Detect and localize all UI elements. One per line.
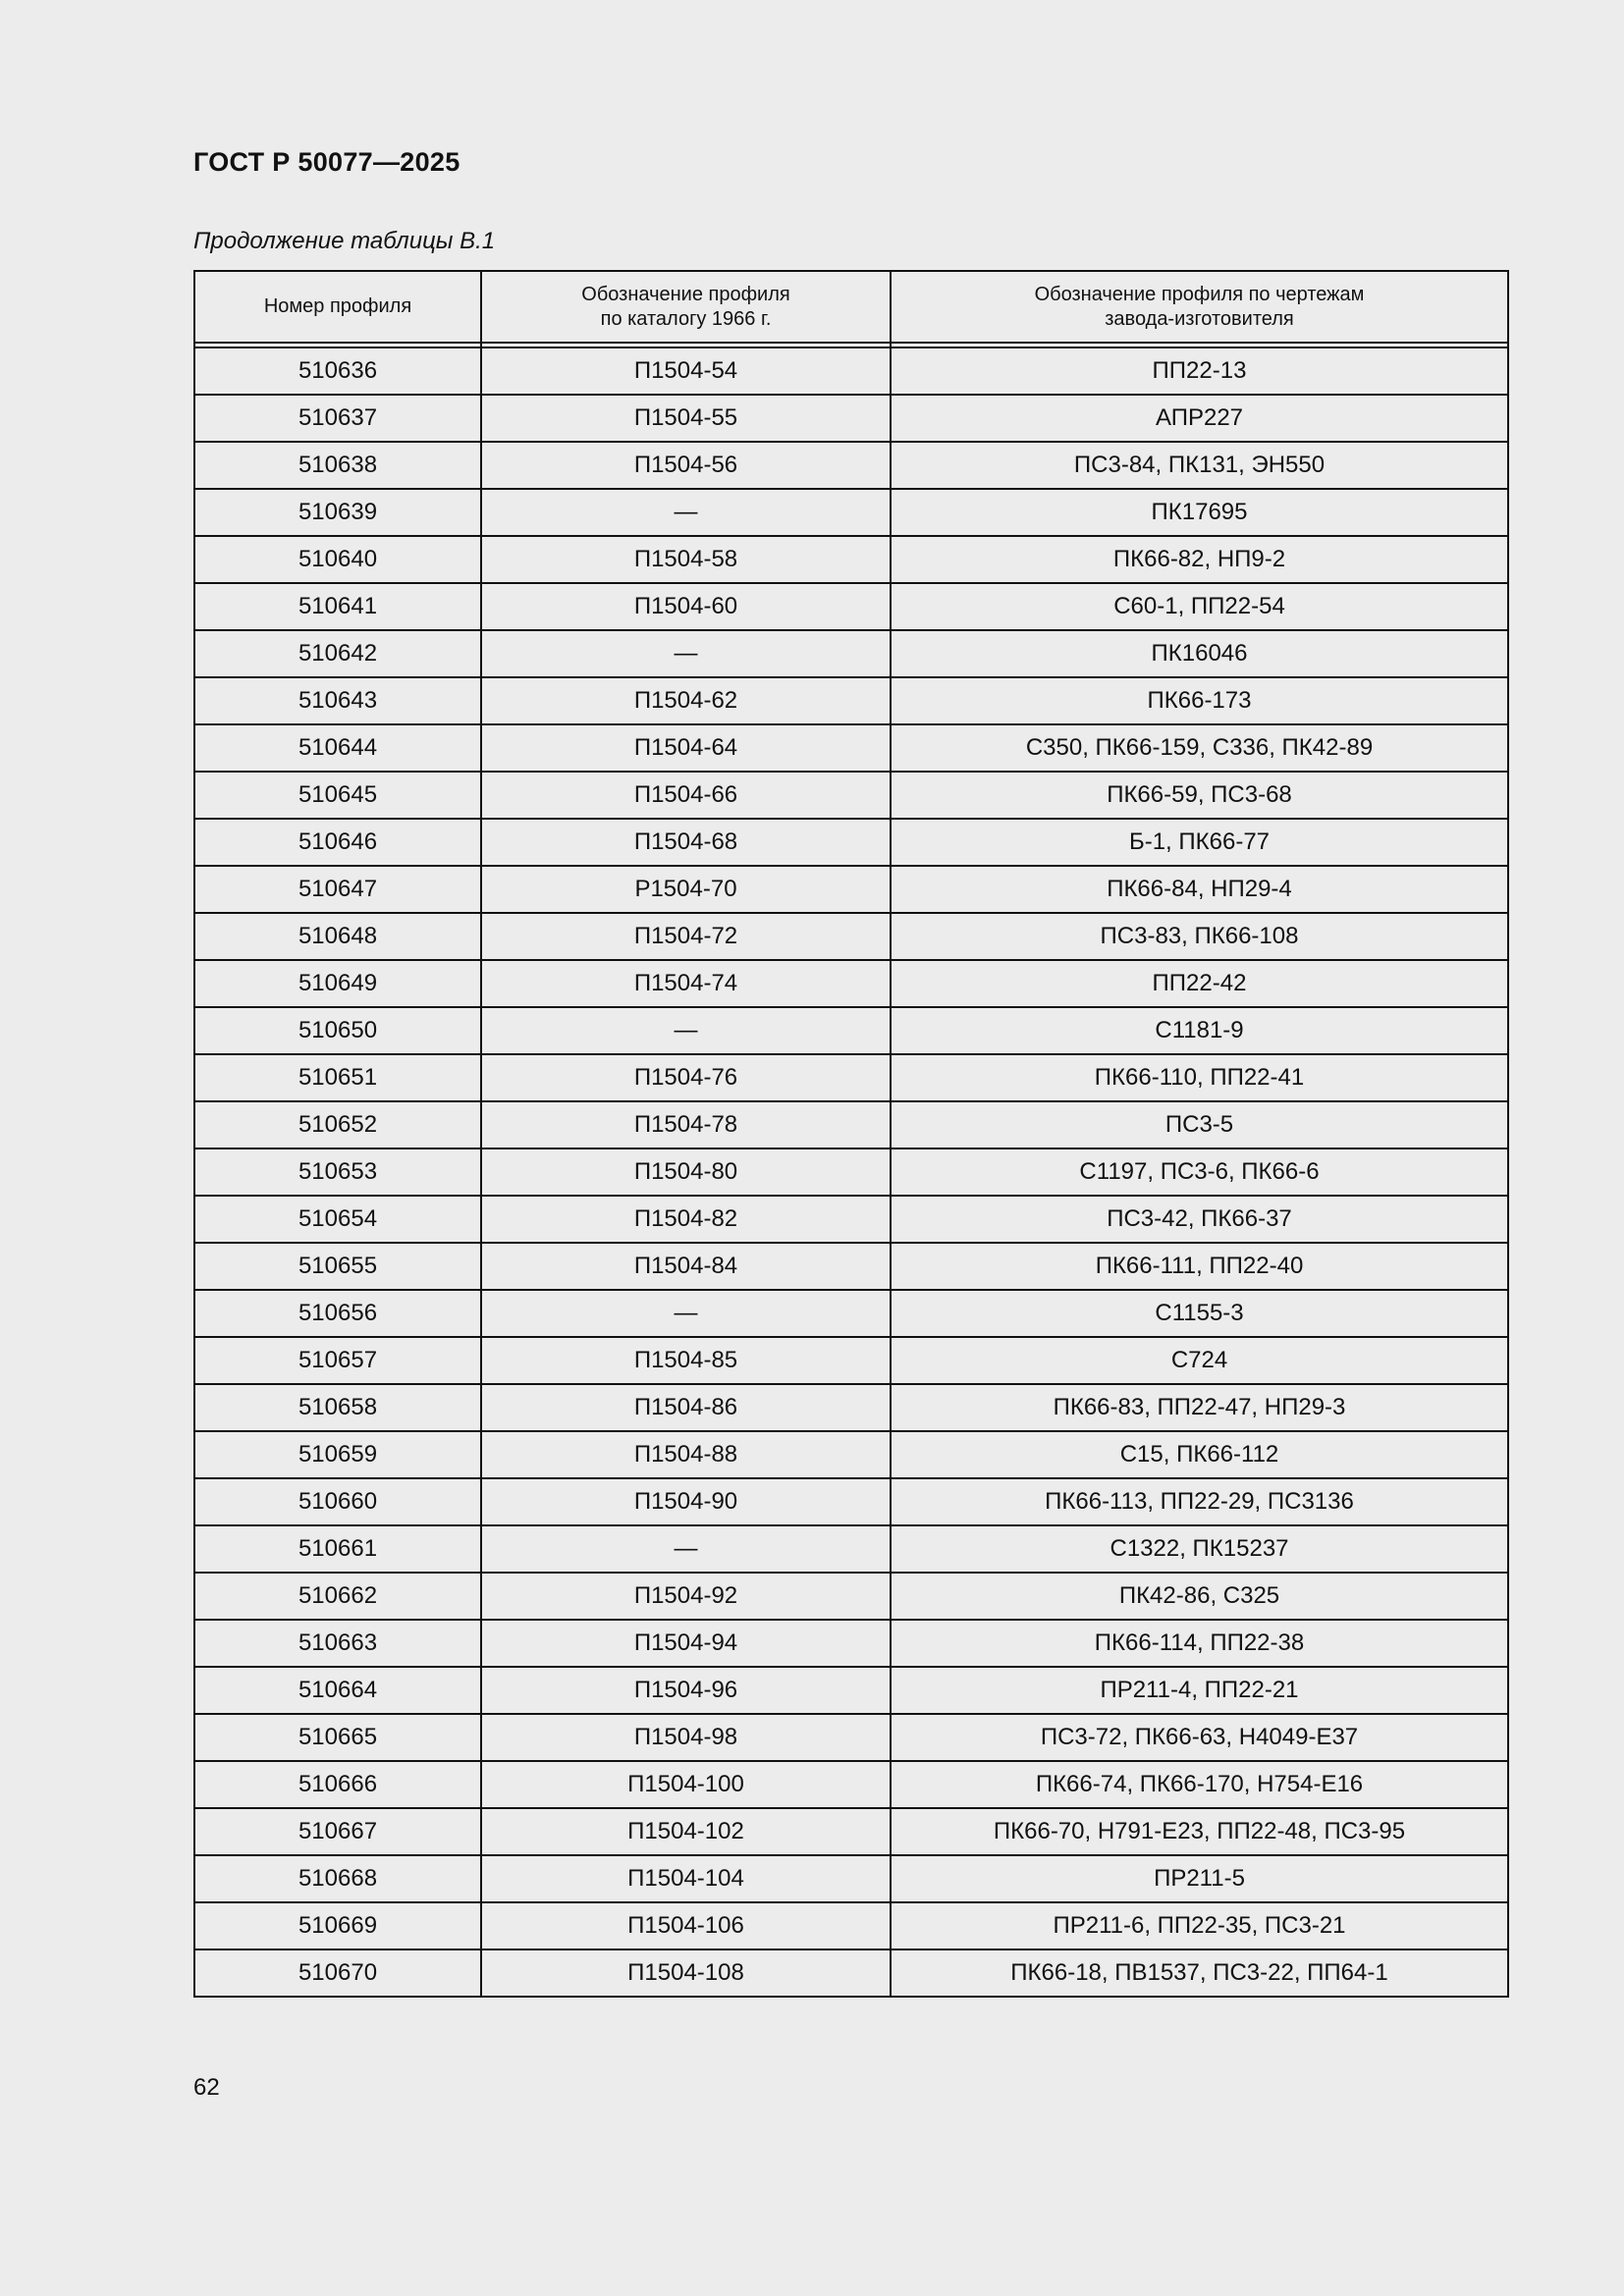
cell-profile-number: 510641 <box>194 583 481 630</box>
table-row <box>194 1148 1508 1196</box>
cell-factory-designation: ПС3-84, ПК131, ЭН550 <box>891 442 1508 489</box>
cell-factory-designation: ПС3-5 <box>891 1101 1508 1148</box>
cell-profile-number: 510654 <box>194 1196 481 1243</box>
table-row <box>194 1808 1508 1855</box>
cell-profile-number: 510643 <box>194 677 481 724</box>
cell-factory-designation: ПС3-72, ПК66-63, Н4049-Е37 <box>891 1714 1508 1761</box>
table-row <box>194 724 1508 772</box>
cell-profile-number: 510651 <box>194 1054 481 1101</box>
cell-catalog-designation: П1504-106 <box>481 1902 891 1949</box>
table-row <box>194 1761 1508 1808</box>
cell-factory-designation: С1322, ПК15237 <box>891 1525 1508 1573</box>
cell-catalog-designation: — <box>481 1290 891 1337</box>
cell-profile-number: 510666 <box>194 1761 481 1808</box>
cell-factory-designation: ПК66-114, ПП22-38 <box>891 1620 1508 1667</box>
cell-factory-designation: ПК66-70, Н791-Е23, ПП22-48, ПС3-95 <box>891 1808 1508 1855</box>
cell-profile-number: 510650 <box>194 1007 481 1054</box>
table-row <box>194 536 1508 583</box>
cell-profile-number: 510636 <box>194 347 481 395</box>
cell-catalog-designation: П1504-100 <box>481 1761 891 1808</box>
table-row <box>194 866 1508 913</box>
cell-factory-designation: ПР211-6, ПП22-35, ПС3-21 <box>891 1902 1508 1949</box>
cell-factory-designation: С60-1, ПП22-54 <box>891 583 1508 630</box>
cell-catalog-designation: Р1504-70 <box>481 866 891 913</box>
cell-profile-number: 510640 <box>194 536 481 583</box>
table-row <box>194 819 1508 866</box>
cell-factory-designation: ПК66-74, ПК66-170, Н754-Е16 <box>891 1761 1508 1808</box>
cell-profile-number: 510658 <box>194 1384 481 1431</box>
cell-profile-number: 510659 <box>194 1431 481 1478</box>
table-row <box>194 630 1508 677</box>
table-row <box>194 347 1508 395</box>
cell-catalog-designation: П1504-76 <box>481 1054 891 1101</box>
cell-profile-number: 510637 <box>194 395 481 442</box>
cell-factory-designation: ПК66-111, ПП22-40 <box>891 1243 1508 1290</box>
cell-factory-designation: ПР211-5 <box>891 1855 1508 1902</box>
table-row <box>194 1620 1508 1667</box>
table-row <box>194 677 1508 724</box>
cell-catalog-designation: — <box>481 1007 891 1054</box>
cell-catalog-designation: П1504-60 <box>481 583 891 630</box>
table-row <box>194 1525 1508 1573</box>
column-header-profile-number: Номер профиля <box>194 271 481 343</box>
cell-catalog-designation: П1504-96 <box>481 1667 891 1714</box>
table-row <box>194 1054 1508 1101</box>
cell-factory-designation: С1155-3 <box>891 1290 1508 1337</box>
cell-catalog-designation: П1504-78 <box>481 1101 891 1148</box>
cell-factory-designation: ПП22-42 <box>891 960 1508 1007</box>
cell-profile-number: 510660 <box>194 1478 481 1525</box>
cell-factory-designation: ПК66-83, ПП22-47, НП29-3 <box>891 1384 1508 1431</box>
cell-catalog-designation: П1504-94 <box>481 1620 891 1667</box>
cell-profile-number: 510656 <box>194 1290 481 1337</box>
cell-catalog-designation: П1504-102 <box>481 1808 891 1855</box>
cell-factory-designation: ПК66-82, НП9-2 <box>891 536 1508 583</box>
table-row <box>194 1573 1508 1620</box>
cell-profile-number: 510648 <box>194 913 481 960</box>
page-number: 62 <box>193 2074 220 2101</box>
cell-profile-number: 510646 <box>194 819 481 866</box>
table-row <box>194 1478 1508 1525</box>
cell-catalog-designation: П1504-92 <box>481 1573 891 1620</box>
table-row <box>194 489 1508 536</box>
column-header-catalog-designation: Обозначение профиля по каталогу 1966 г. <box>481 271 891 343</box>
cell-catalog-designation: П1504-68 <box>481 819 891 866</box>
cell-profile-number: 510657 <box>194 1337 481 1384</box>
cell-profile-number: 510664 <box>194 1667 481 1714</box>
table-row <box>194 1196 1508 1243</box>
cell-profile-number: 510663 <box>194 1620 481 1667</box>
table-body <box>194 347 1508 1997</box>
cell-catalog-designation: П1504-66 <box>481 772 891 819</box>
table-row <box>194 1714 1508 1761</box>
cell-factory-designation: ПК17695 <box>891 489 1508 536</box>
table-row <box>194 1243 1508 1290</box>
cell-catalog-designation: П1504-88 <box>481 1431 891 1478</box>
table-row <box>194 1902 1508 1949</box>
cell-profile-number: 510642 <box>194 630 481 677</box>
cell-profile-number: 510639 <box>194 489 481 536</box>
cell-factory-designation: ПК42-86, С325 <box>891 1573 1508 1620</box>
cell-catalog-designation: П1504-82 <box>481 1196 891 1243</box>
cell-catalog-designation: П1504-54 <box>481 347 891 395</box>
cell-profile-number: 510649 <box>194 960 481 1007</box>
cell-catalog-designation: П1504-86 <box>481 1384 891 1431</box>
cell-catalog-designation: П1504-64 <box>481 724 891 772</box>
cell-factory-designation: С15, ПК66-112 <box>891 1431 1508 1478</box>
table-row <box>194 1667 1508 1714</box>
table-row <box>194 583 1508 630</box>
cell-profile-number: 510665 <box>194 1714 481 1761</box>
cell-catalog-designation: П1504-84 <box>481 1243 891 1290</box>
column-header-factory-designation: Обозначение профиля по чертежам завода-изготовителя <box>891 271 1508 343</box>
table-row <box>194 1007 1508 1054</box>
cell-factory-designation: ПП22-13 <box>891 347 1508 395</box>
cell-profile-number: 510669 <box>194 1902 481 1949</box>
cell-catalog-designation: — <box>481 630 891 677</box>
table-row <box>194 1855 1508 1902</box>
cell-profile-number: 510653 <box>194 1148 481 1196</box>
cell-factory-designation: ПК66-113, ПП22-29, ПС3136 <box>891 1478 1508 1525</box>
cell-profile-number: 510667 <box>194 1808 481 1855</box>
cell-catalog-designation: П1504-85 <box>481 1337 891 1384</box>
table-row <box>194 1337 1508 1384</box>
table-row <box>194 442 1508 489</box>
table-row <box>194 1431 1508 1478</box>
table-caption: Продолжение таблицы В.1 <box>193 228 496 254</box>
cell-profile-number: 510644 <box>194 724 481 772</box>
cell-catalog-designation: П1504-104 <box>481 1855 891 1902</box>
cell-catalog-designation: П1504-80 <box>481 1148 891 1196</box>
cell-factory-designation: С350, ПК66-159, С336, ПК42-89 <box>891 724 1508 772</box>
table-row <box>194 960 1508 1007</box>
cell-factory-designation: ПС3-42, ПК66-37 <box>891 1196 1508 1243</box>
document-title: ГОСТ Р 50077—2025 <box>193 147 460 177</box>
cell-factory-designation: Б-1, ПК66-77 <box>891 819 1508 866</box>
profile-table <box>193 270 1509 1998</box>
cell-catalog-designation: П1504-58 <box>481 536 891 583</box>
table-row <box>194 1290 1508 1337</box>
cell-factory-designation: АПР227 <box>891 395 1508 442</box>
cell-profile-number: 510670 <box>194 1949 481 1997</box>
cell-catalog-designation: — <box>481 489 891 536</box>
cell-profile-number: 510662 <box>194 1573 481 1620</box>
cell-profile-number: 510652 <box>194 1101 481 1148</box>
cell-factory-designation: С1197, ПС3-6, ПК66-6 <box>891 1148 1508 1196</box>
table-row <box>194 772 1508 819</box>
cell-profile-number: 510645 <box>194 772 481 819</box>
cell-factory-designation: ПР211-4, ПП22-21 <box>891 1667 1508 1714</box>
cell-factory-designation: ПК66-59, ПС3-68 <box>891 772 1508 819</box>
cell-catalog-designation: П1504-98 <box>481 1714 891 1761</box>
table-row <box>194 395 1508 442</box>
cell-factory-designation: ПК66-110, ПП22-41 <box>891 1054 1508 1101</box>
table-row <box>194 1101 1508 1148</box>
cell-catalog-designation: П1504-62 <box>481 677 891 724</box>
cell-profile-number: 510661 <box>194 1525 481 1573</box>
cell-catalog-designation: П1504-56 <box>481 442 891 489</box>
cell-factory-designation: ПК66-173 <box>891 677 1508 724</box>
cell-catalog-designation: П1504-90 <box>481 1478 891 1525</box>
table-row <box>194 1949 1508 1997</box>
cell-factory-designation: ПК66-84, НП29-4 <box>891 866 1508 913</box>
cell-profile-number: 510668 <box>194 1855 481 1902</box>
cell-catalog-designation: П1504-72 <box>481 913 891 960</box>
table-row <box>194 1384 1508 1431</box>
cell-factory-designation: ПК66-18, ПВ1537, ПС3-22, ПП64-1 <box>891 1949 1508 1997</box>
cell-factory-designation: ПС3-83, ПК66-108 <box>891 913 1508 960</box>
cell-factory-designation: С724 <box>891 1337 1508 1384</box>
table-row <box>194 913 1508 960</box>
cell-profile-number: 510647 <box>194 866 481 913</box>
cell-catalog-designation: П1504-108 <box>481 1949 891 1997</box>
cell-catalog-designation: — <box>481 1525 891 1573</box>
cell-profile-number: 510655 <box>194 1243 481 1290</box>
cell-catalog-designation: П1504-55 <box>481 395 891 442</box>
cell-catalog-designation: П1504-74 <box>481 960 891 1007</box>
table-header <box>194 271 1508 347</box>
cell-factory-designation: С1181-9 <box>891 1007 1508 1054</box>
cell-profile-number: 510638 <box>194 442 481 489</box>
cell-factory-designation: ПК16046 <box>891 630 1508 677</box>
